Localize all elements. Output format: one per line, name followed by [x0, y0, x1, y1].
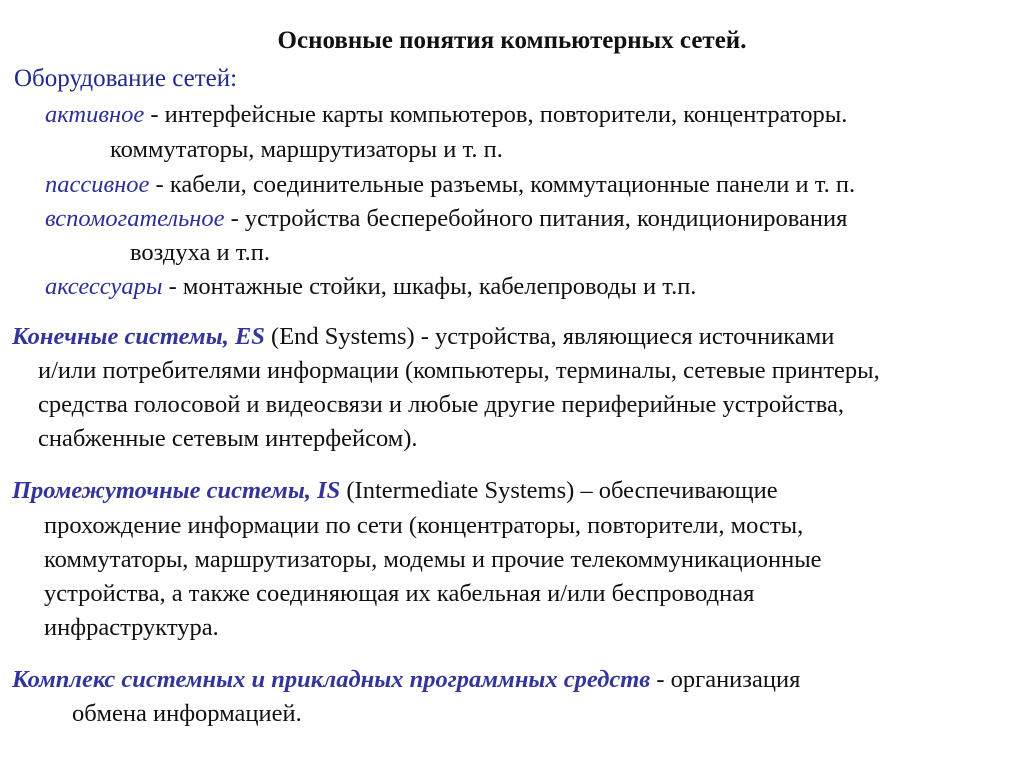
intermediate-systems-line-5: инфраструктура. [44, 614, 219, 641]
equipment-active-line [45, 100, 847, 130]
software-text-1: - организация [650, 666, 801, 693]
equipment-aux-line-2: воздуха и т.п. [130, 239, 270, 266]
intermediate-systems-line-2: прохождение информации по сети (концентраторы, повторители, мосты, [44, 512, 804, 539]
passive-text: - кабели, соединительные разъемы, коммутационные панели и т. п. [149, 171, 856, 198]
end-systems-line-4: снабженные сетевым интерфейсом). [38, 425, 418, 452]
software-line-1 [12, 665, 800, 695]
active-term: активное [45, 101, 145, 128]
intermediate-systems-text-1: (Intermediate Systems) – обеспечивающие [340, 477, 778, 504]
accessories-term: аксессуары [45, 273, 163, 300]
software-term: Комплекс системных и прикладных программных средств [12, 666, 651, 693]
equipment-aux-line [45, 204, 847, 234]
equipment-heading: Оборудование сетей: [14, 65, 238, 92]
aux-term: вспомогательное [45, 205, 225, 232]
equipment-accessories-line [45, 272, 696, 302]
equipment-passive-line [45, 170, 855, 200]
intermediate-systems-line-3: коммутаторы, маршрутизаторы, модемы и прочие телекоммуникационные [44, 546, 822, 573]
passive-term: пассивное [45, 171, 150, 198]
equipment-active-line-2: коммутаторы, маршрутизаторы и т. п. [110, 136, 503, 163]
intermediate-systems-line-1 [12, 476, 778, 506]
intermediate-systems-term: Промежуточные системы, IS [12, 477, 341, 504]
software-line-2: обмена информацией. [72, 700, 302, 727]
active-text: - интерфейсные карты компьютеров, повторители, концентраторы. [144, 101, 848, 128]
end-systems-line-1 [12, 322, 834, 352]
accessories-text: - монтажные стойки, шкафы, кабелепроводы и т.п. [162, 273, 697, 300]
end-systems-line-2: и/или потребителями информации (компьютеры, терминалы, сетевые принтеры, [38, 357, 880, 384]
end-systems-line-3: средства голосовой и видеосвязи и любые другие периферийные устройства, [38, 391, 845, 418]
page-title: Основные понятия компьютерных сетей. [277, 27, 747, 54]
intermediate-systems-line-4: устройства, а также соединяющая их кабельная и/или беспроводная [44, 580, 755, 607]
aux-text: - устройства бесперебойного питания, кондиционирования [224, 205, 848, 232]
end-systems-term: Конечные системы, ES [12, 323, 265, 350]
end-systems-text-1: (End Systems) - устройства, являющиеся источниками [264, 323, 835, 350]
